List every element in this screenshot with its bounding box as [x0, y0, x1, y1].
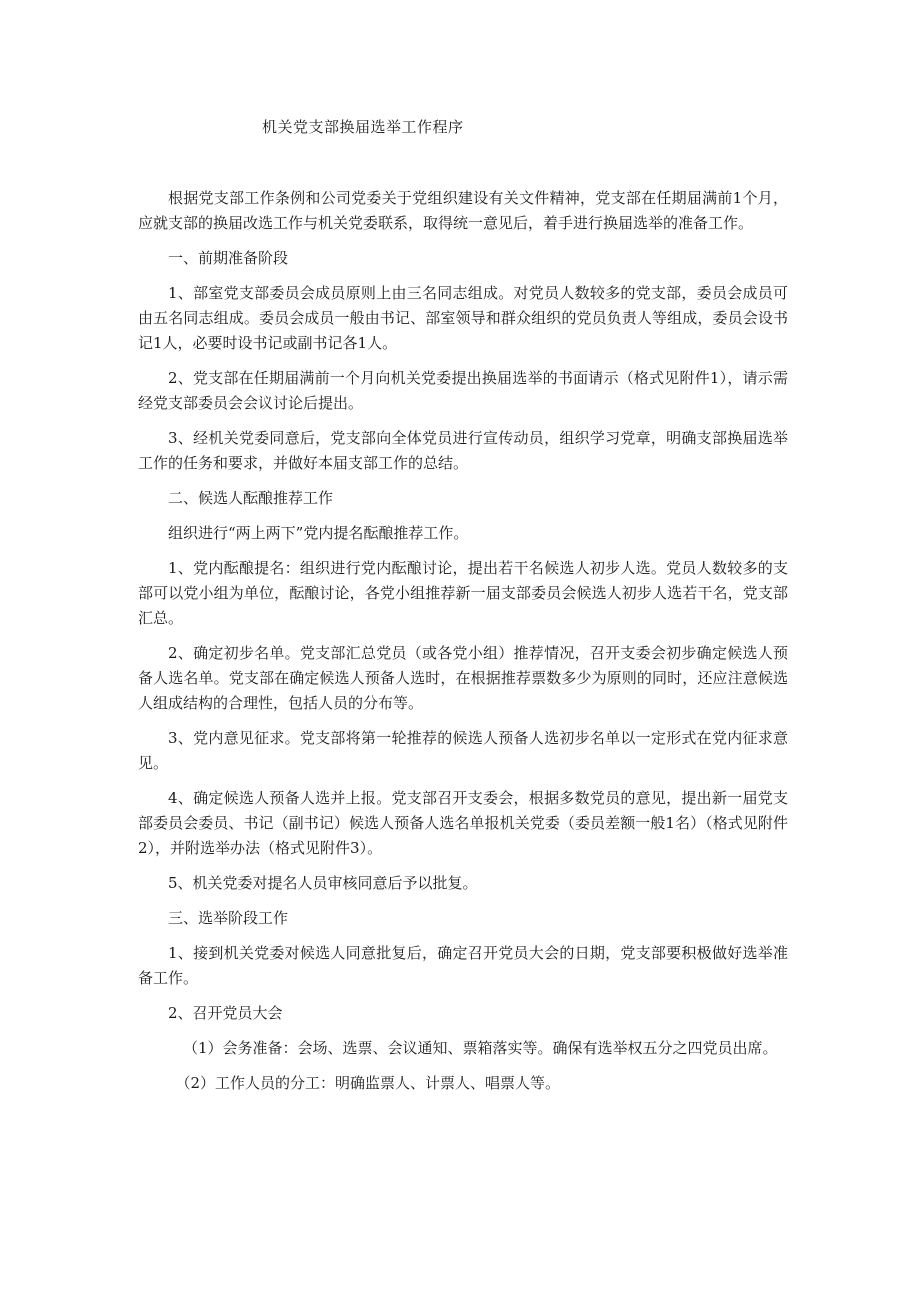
paragraph-3-2: 2、召开党员大会 — [168, 1004, 283, 1022]
paragraph-2-5: 5、机关党委对提名人员审核同意后予以批复。 — [168, 874, 478, 892]
document-title: 机关党支部换届选举工作程序 — [262, 118, 464, 136]
section-heading-2: 二、候选人酝酿推荐工作 — [168, 489, 334, 507]
paragraph-1-1: 1、部室党支部委员会成员原则上由三名同志组成。对党员人数较多的党支部，委员会成员可由五名同志组成。委员会成员一般由书记、部室领导和群众组织的党员负责人等组成，委员会设书记1人，必要时设书记或副书记各1人。 — [138, 284, 788, 352]
section-heading-1: 一、前期准备阶段 — [168, 249, 289, 267]
paragraph-1-2: 2、党支部在任期届满前一个月向机关党委提出换届选举的书面请示（格式见附件1），请示需经党支部委员会会议讨论后提出。 — [138, 369, 788, 412]
paragraph-2-3: 3、党内意见征求。党支部将第一轮推荐的候选人预备人选初步名单以一定形式在党内征求意见。 — [138, 729, 788, 772]
paragraph-2-intro: 组织进行“两上两下”党内提名酝酿推荐工作。 — [168, 524, 469, 542]
paragraph-2-1: 1、党内酝酿提名：组织进行党内酝酿讨论，提出若干名候选人初步人选。党员人数较多的支部可以党小组为单位，酝酿讨论，各党小组推荐新一届支部委员会候选人初步人选若干名，党支部汇总。 — [138, 559, 788, 627]
paragraph-3-2-1: （1）会务准备：会场、选票、会议通知、票箱落实等。确保有选举权五分之四党员出席。 — [183, 1039, 778, 1057]
paragraph-2-4: 4、确定候选人预备人选并上报。党支部召开支委会，根据多数党员的意见，提出新一届党支部委员会委员、书记（副书记）候选人预备人选名单报机关党委（委员差额一般1名）（格式见附件2），并附选举办法（格式见附件3）。 — [138, 789, 788, 857]
document-body — [138, 186, 788, 1106]
intro-paragraph: 根据党支部工作条例和公司党委关于党组织建设有关文件精神，党支部在任期届满前1个月，应就支部的换届改选工作与机关党委联系，取得统一意见后，着手进行换届选举的准备工作。 — [138, 189, 788, 232]
paragraph-3-2-2: （2）工作人员的分工：明确监票人、计票人、唱票人等。 — [175, 1074, 561, 1092]
paragraph-1-3: 3、经机关党委同意后，党支部向全体党员进行宣传动员，组织学习党章，明确支部换届选举工作的任务和要求，并做好本届支部工作的总结。 — [138, 429, 788, 472]
section-heading-3: 三、选举阶段工作 — [168, 909, 289, 927]
paragraph-3-1: 1、接到机关党委对候选人同意批复后，确定召开党员大会的日期，党支部要积极做好选举准备工作。 — [138, 944, 788, 987]
paragraph-2-2: 2、确定初步名单。党支部汇总党员（或各党小组）推荐情况，召开支委会初步确定候选人预备人选名单。党支部在确定候选人预备人选时，在根据推荐票数多少为原则的同时，还应注意候选人组成结构的合理性，包括人员的分布等。 — [138, 644, 788, 712]
